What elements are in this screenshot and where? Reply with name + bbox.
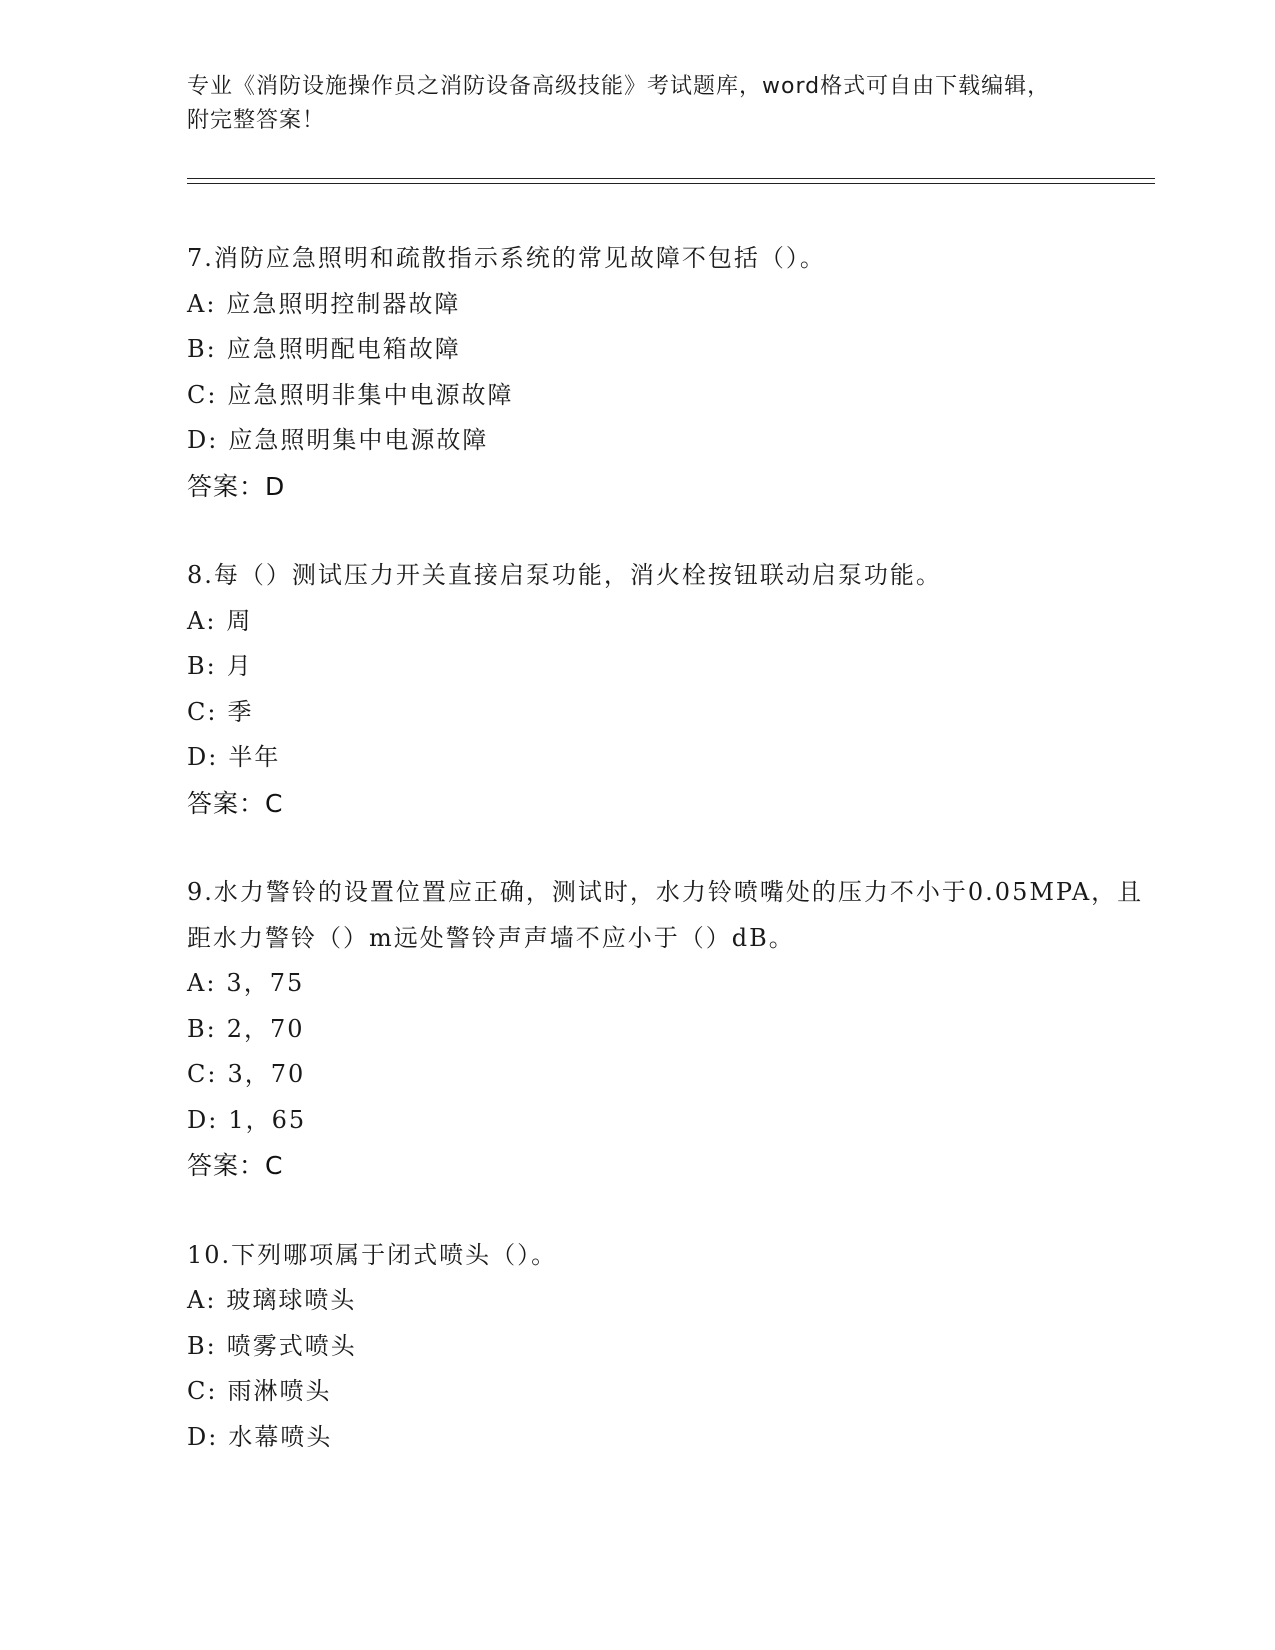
option-label: C:	[187, 1377, 218, 1405]
option-a	[187, 599, 1147, 645]
option-text: 应急照明配电箱故障	[226, 335, 461, 363]
option-text: 玻璃球喷头	[226, 1286, 357, 1314]
option-b	[187, 644, 1147, 690]
option-label: C:	[187, 380, 218, 409]
option-a	[187, 1278, 1147, 1324]
option-b	[187, 327, 1147, 373]
option-d	[187, 735, 1147, 781]
option-label: B:	[187, 1014, 217, 1043]
option-label: B:	[187, 652, 217, 680]
option-text: 月	[226, 652, 253, 680]
option-text: 季	[227, 697, 254, 726]
option-label: D:	[187, 1422, 219, 1451]
option-label: D:	[187, 426, 219, 454]
option-text: 应急照明非集中电源故障	[227, 380, 514, 409]
answer-line: 答案：C	[187, 788, 284, 818]
question-10	[187, 1233, 1147, 1461]
option-label: A:	[187, 969, 217, 997]
question-9	[187, 870, 1147, 1189]
option-text: 周	[226, 606, 253, 635]
option-text: 3，70	[227, 1060, 306, 1088]
option-label: A:	[187, 289, 217, 318]
option-b	[187, 1007, 1147, 1053]
question-stem: 7.消防应急照明和疏散指示系统的常见故障不包括（）。	[187, 244, 826, 272]
option-text: 喷雾式喷头	[226, 1331, 357, 1360]
option-text: 应急照明集中电源故障	[228, 426, 489, 454]
option-label: B:	[187, 1331, 217, 1360]
header-rule-bottom	[187, 183, 1155, 184]
option-b	[187, 1324, 1147, 1370]
question-7	[187, 236, 1147, 509]
option-d	[187, 418, 1147, 464]
option-c	[187, 1052, 1147, 1098]
question-stem: 9.水力警铃的设置位置应正确，测试时，水力铃喷嘴处的压力不小于0.05MPA，且距水力警铃（）m远处警铃声声墙不应小于（）dB。	[187, 878, 1144, 952]
option-a	[187, 961, 1147, 1007]
question-stem: 10.下列哪项属于闭式喷头（）。	[187, 1240, 558, 1269]
question-list	[187, 236, 1147, 1504]
answer-line: 答案：C	[187, 1151, 284, 1180]
question-stem: 8.每（）测试压力开关直接启泵功能，消火栓按钮联动启泵功能。	[187, 561, 942, 589]
option-text: 雨淋喷头	[227, 1377, 332, 1405]
option-c	[187, 1369, 1147, 1415]
option-label: A:	[187, 1286, 217, 1314]
option-label: B:	[187, 335, 217, 363]
option-text: 3，75	[226, 969, 305, 997]
option-c	[187, 690, 1147, 736]
option-text: 半年	[228, 743, 281, 771]
question-8	[187, 553, 1147, 826]
option-a	[187, 282, 1147, 328]
option-label: C:	[187, 1060, 218, 1088]
document-header: 专业《消防设施操作员之消防设备高级技能》考试题库，word格式可自由下载编辑，附完整答案！	[187, 74, 1051, 133]
header-rule-top	[187, 178, 1155, 179]
option-text: 水幕喷头	[228, 1422, 333, 1451]
option-d	[187, 1415, 1147, 1461]
option-text: 1，65	[228, 1105, 307, 1134]
option-text: 应急照明控制器故障	[226, 289, 461, 318]
answer-line: 答案：D	[187, 471, 286, 501]
option-text: 2，70	[226, 1014, 305, 1043]
option-c	[187, 373, 1147, 419]
option-label: D:	[187, 743, 219, 771]
option-label: A:	[187, 606, 217, 635]
option-label: D:	[187, 1105, 219, 1134]
option-label: C:	[187, 697, 218, 726]
option-d	[187, 1098, 1147, 1144]
